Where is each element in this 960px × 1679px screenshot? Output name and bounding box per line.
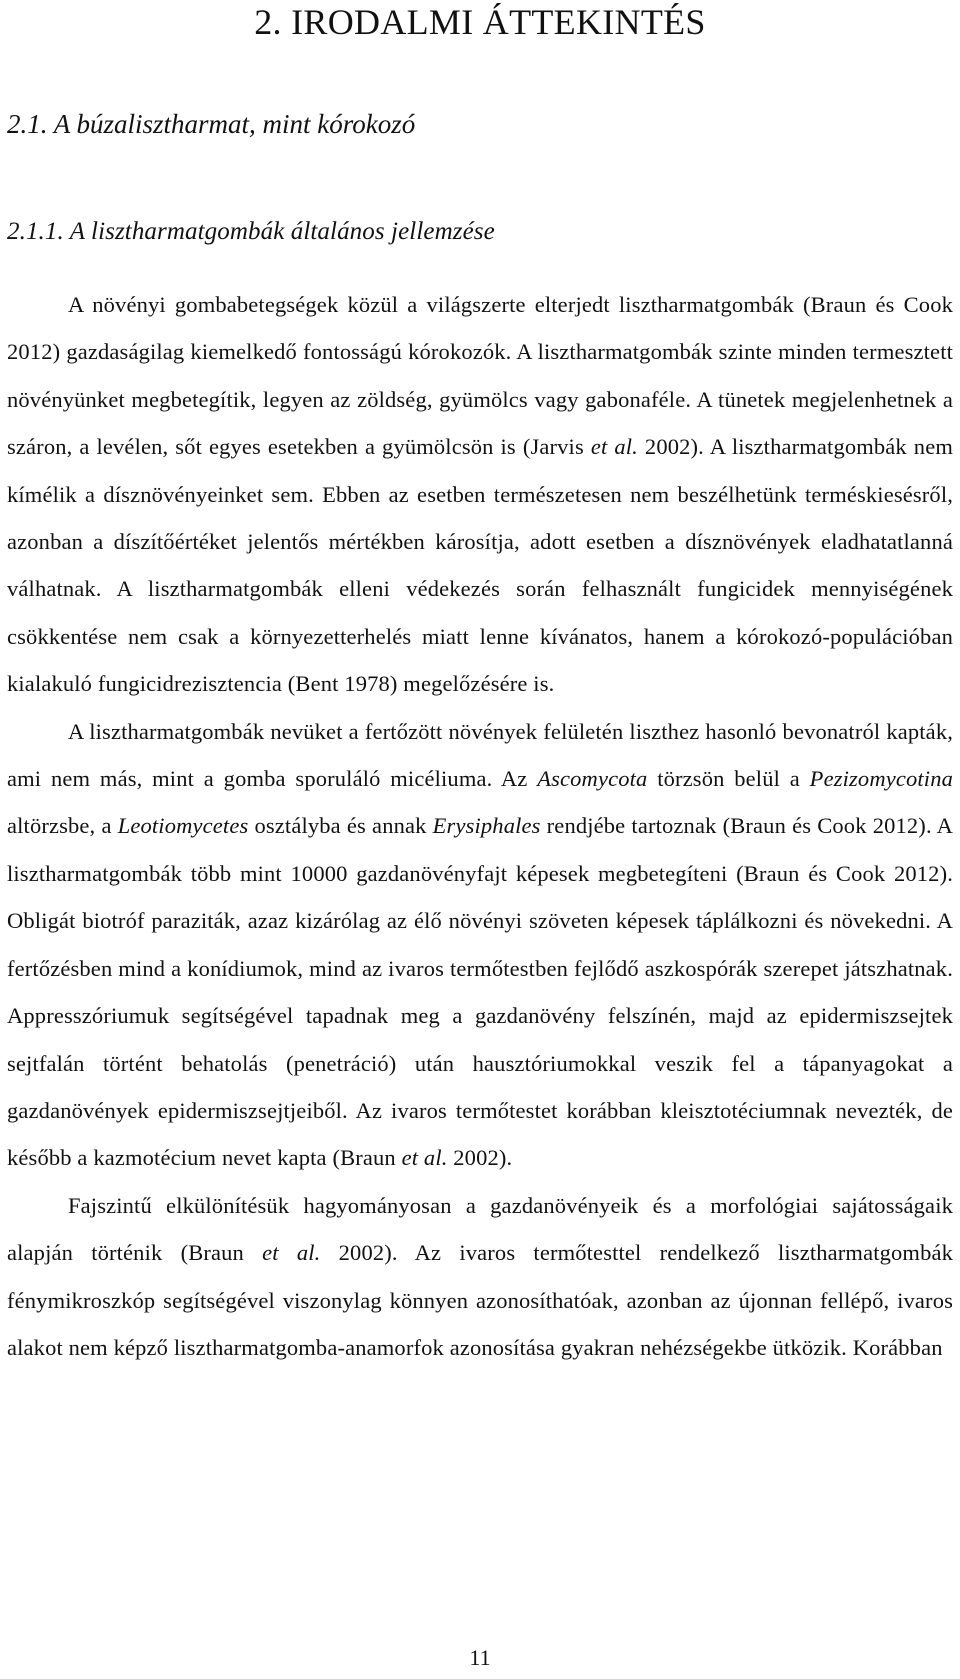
text-run: 2002). [447,1145,513,1171]
italic-text-run: Erysiphales [432,813,541,839]
subsection-title: 2.1.1. A lisztharmatgombák általános jellemzése [7,218,495,245]
page-number: 11 [469,1645,491,1670]
text-run: 2002). Az ivaros termőtesttel rendelkező lisztharmatgombák fénymikroszkóp segítségével viszonylag könnyen azonosíthatóak, azonban az újonnan fellépő, ivaros alakot nem képző lisztharmatgomba-anamorfok azonosítása gyakran nehézségekbe ütközik. Korábban [7,1240,954,1360]
italic-text-run: Leotiomycetes [117,813,249,839]
text-run: altörzsbe, a [7,813,118,839]
text-run: osztályba és annak [248,813,433,839]
body-text [7,281,953,1371]
italic-text-run: et al. [401,1145,448,1171]
paragraph [7,1182,953,1372]
text-run: A lisztharmatgombák nevüket a fertőzött növények felületén liszthez hasonló bevonatról kapták, ami nem más, mint a gomba sporuláló micéliuma. Az [7,718,953,792]
section-title: 2.1. A búzalisztharmat, mint kórokozó [7,109,416,139]
text-run: 2002). A lisztharmatgombák nem kímélik a dísznövényeinket sem. Ebben az esetben természetesen nem beszélhetünk terméskiesésről, azonban a díszítőértéket jelentős mértékben károsítja, adott esetben a dísznövények eladhatatlanná válhatnak. A lisztharmatgombák elleni védekezés során felhasznált fungicidek mennyiségének csökkentése nem csak a környezetterhelés miatt lenne kívánatos, hanem a kórokozó-populációban kialakuló fungicidrezisztencia (Bent 1978) megelőzésére is. [7,434,953,697]
chapter-title: 2. IRODALMI ÁTTEKINTÉS [254,2,706,42]
italic-text-run: et al. [262,1240,321,1266]
text-run: Fajszintű elkülönítésük hagyományosan a gazdanövényeik és a morfológiai sajátosságaik alapján történik (Braun [7,1192,953,1266]
italic-text-run: Pezizomycotina [809,766,953,792]
text-run: A növényi gombabetegségek közül a világszerte elterjedt lisztharmatgombák (Braun és Cook 2012) gazdaságilag kiemelkedő fontosságú kórokozók. A lisztharmatgombák szinte minden termesztett növényünket megbetegítik, legyen az zöldség, gyümölcs vagy gabonaféle. A tünetek megjelenhetnek a száron, a levélen, sőt egyes esetekben a gyümölcsön is (Jarvis [7,292,953,460]
italic-text-run: et al. [590,434,638,460]
paragraph [7,708,953,1182]
text-run: törzsön belül a [647,766,810,792]
paragraph [7,281,953,708]
italic-text-run: Ascomycota [537,766,648,792]
text-run: rendjébe tartoznak (Braun és Cook 2012). A lisztharmatgombák több mint 10000 gazdanövényfajt képesek megbetegíteni (Braun és Cook 2012). Obligát biotróf paraziták, azaz kizárólag az élő növényi szöveten képesek táplálkozni és növekedni. A fertőzésben mind a konídiumok, mind az ivaros termőtestben fejlődő aszkospórák szerepet játszhatnak. Appresszóriumuk segítségével tapadnak meg a gazdanövény felszínén, majd az epidermiszsejtek sejtfalán történt behatolás (penetráció) után hausztóriumokkal veszik fel a tápanyagokat a gazdanövények epidermiszsejtjeiből. Az ivaros termőtestet korábban kleisztotéciumnak nevezték, de később a kazmotécium nevet kapta (Braun [7,813,953,1171]
